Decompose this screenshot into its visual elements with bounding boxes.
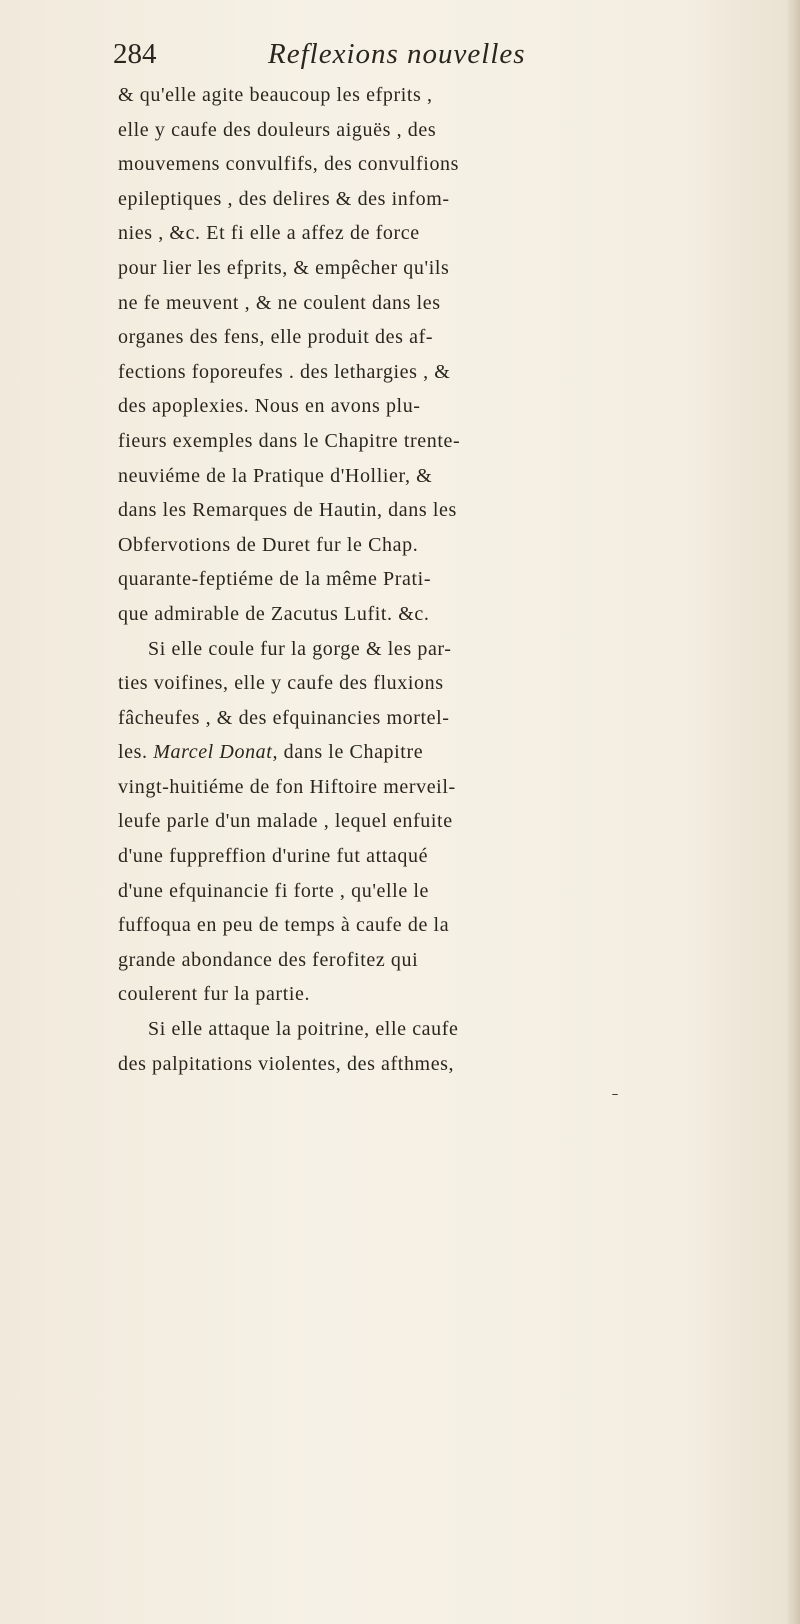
text-line: quarante-feptiéme de la même Prati- — [118, 568, 432, 591]
text-line: fections foporeufes . des lethargies , & — [118, 360, 451, 383]
text-line: ne fe meuvent , & ne coulent dans les — [118, 291, 441, 314]
text-line: elle y caufe des douleurs aiguës , des — [118, 118, 437, 141]
text-line: coulerent fur la partie. — [118, 983, 311, 1006]
page-number: 284 — [113, 38, 157, 70]
text-line — [118, 735, 798, 770]
text-line: neuviéme de la Pratique d'Hollier, & — [118, 464, 433, 487]
text-line: dans les Remarques de Hautin, dans les — [118, 499, 457, 522]
text-line: Si elle attaque la poitrine, elle caufe — [148, 1018, 459, 1041]
text-line: mouvemens convulfifs, des convulfions — [118, 153, 460, 176]
text-line: Si elle coule fur la gorge & les par- — [148, 637, 452, 660]
text-line: nies , &c. Et fi elle a affez de force — [118, 222, 420, 245]
text-line: organes des fens, elle produit des af- — [118, 326, 434, 349]
text-line: fieurs exemples dans le Chapitre trente- — [118, 429, 461, 452]
text-line: d'une efquinancie fi forte , qu'elle le — [118, 879, 430, 902]
text-line: vingt-huitiéme de fon Hiftoire merveil- — [118, 775, 456, 798]
text-line: ties voifines, elle y caufe des fluxions — [118, 672, 444, 695]
text-line: leufe parle d'un malade , lequel enfuite — [118, 810, 453, 833]
text-line: fâcheufes , & des efquinancies mortel- — [118, 706, 450, 729]
body-text — [118, 78, 798, 1081]
text-line: & qu'elle agite beaucoup les efprits , — [118, 84, 433, 106]
text-line-end: , dans le Chapitre — [272, 741, 424, 764]
italic-name: Marcel Donat — [153, 741, 273, 764]
running-title: Reflexions nouvelles — [268, 38, 526, 70]
text-line: des palpitations violentes, des afthmes, — [118, 1052, 455, 1075]
text-line: grande abondance des ferofitez qui — [118, 948, 419, 971]
text-line: d'une fuppreffion d'urine fut attaqué — [118, 845, 429, 868]
text-line: fuffoqua en peu de temps à caufe de la — [118, 914, 450, 937]
text-line: que admirable de Zacutus Lufit. &c. — [118, 602, 430, 625]
text-line: epileptiques , des delires & des infom- — [118, 187, 450, 210]
text-line: Obfervotions de Duret fur le Chap. — [118, 533, 419, 556]
text-line: des apoplexies. Nous en avons plu- — [118, 395, 421, 418]
page-header — [113, 34, 753, 74]
printer-mark: ˗ — [612, 1082, 618, 1102]
text-line-start: les. — [118, 741, 154, 764]
text-line: pour lier les efprits, & empêcher qu'ils — [118, 256, 450, 279]
